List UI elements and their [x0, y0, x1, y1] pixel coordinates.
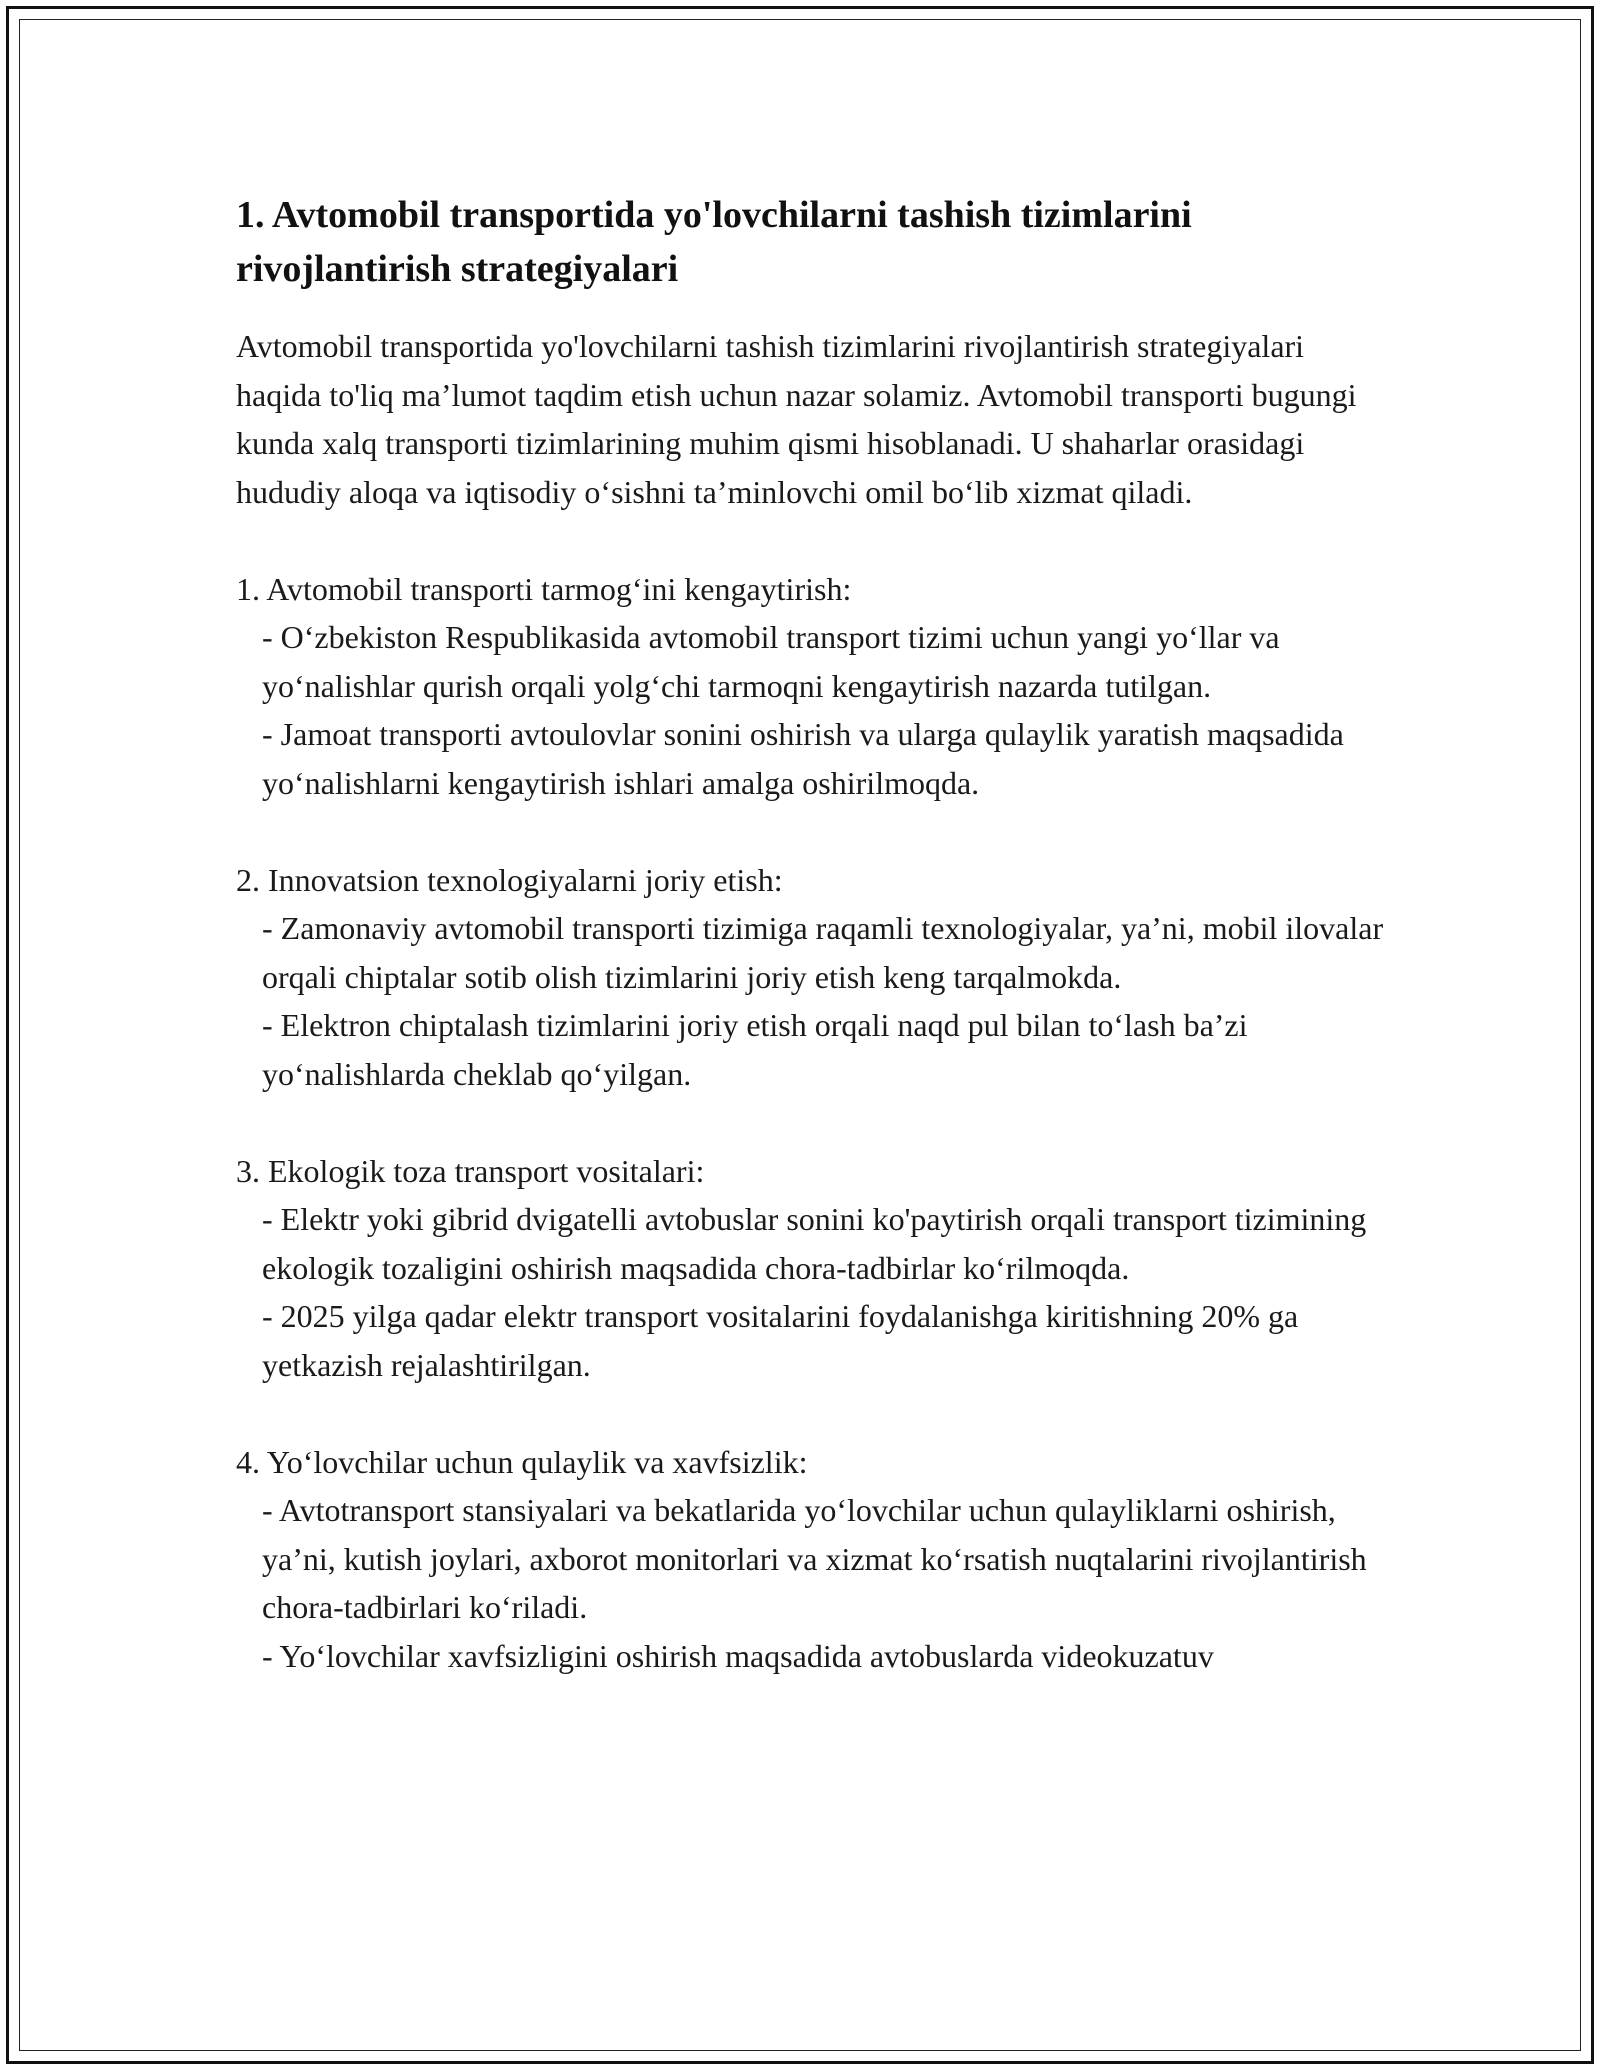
- list-item: - O‘zbekiston Respublikasida avtomobil transport tizimi uchun yangi yo‘llar va yo‘nalishlar qurish orqali yolg‘chi tarmoqni kengaytirish nazarda tutilgan.: [262, 619, 1288, 704]
- list-item: - Yo‘lovchilar xavfsizligini oshirish maqsadida avtobuslarda videokuzatuv: [262, 1637, 1214, 1674]
- list-item: - Zamonaviy avtomobil transporti tizimiga raqamli texnologiyalar, ya’ni, mobil ilovalar orqali chiptalar sotib olish tizimlarini joriy etish keng tarqalmokda.: [262, 910, 1392, 995]
- paragraph-gap: [236, 807, 1386, 856]
- document-body: [236, 188, 1392, 1680]
- list-item: - Elektr yoki gibrid dvigatelli avtobuslar sonini ko'paytirish orqali transport tizimining ekologik tozaligini oshirish maqsadida chora-tadbirlar ko‘rilmoqda.: [262, 1201, 1375, 1286]
- section-heading: 3. Ekologik toza transport vositalari:: [236, 1152, 705, 1189]
- section-passenger-safety: [236, 1438, 1386, 1681]
- list-item: - 2025 yilga qadar elektr transport vositalarini foydalanishga kiritishning 20% ga yetkazish rejalashtirilgan.: [262, 1298, 1307, 1383]
- list-item: - Jamoat transporti avtoulovlar sonini oshirish va ularga qulaylik yaratish maqsadida yo‘nalishlarni kengaytirish ishlari amalga oshirilmoqda.: [262, 716, 1352, 801]
- intro-paragraph: Avtomobil transportida yo'lovchilarni tashish tizimlarini rivojlantirish strategiyalari haqida to'liq ma’lumot taqdim etish uchun nazar solamiz. Avtomobil transporti bugungi kunda xalq transporti tizimlarining muhim qismi hisoblanadi. U shaharlar orasidagi hududiy aloqa va iqtisodiy o‘sishni ta’minlovchi omil bo‘lib xizmat qiladi.: [236, 328, 1365, 510]
- section-heading: 4. Yo‘lovchilar uchun qulaylik va xavfsizlik:: [236, 1443, 808, 1480]
- list-item: - Elektron chiptalash tizimlarini joriy etish orqali naqd pul bilan to‘lash ba’zi yo‘nalishlarda cheklab qo‘yilgan.: [262, 1007, 1256, 1092]
- paragraph-gap: [236, 516, 1386, 565]
- list-item: - Avtotransport stansiyalari va bekatlarida yo‘lovchilar uchun qulayliklarni oshirish, ya’ni, kutish joylari, axborot monitorlari va xizmat ko‘rsatish nuqtalarini rivojlantirish chora-tadbirlari ko‘riladi.: [262, 1492, 1375, 1625]
- document-title: 1. Avtomobil transportida yo'lovchilarni tashish tizimlarini rivojlantirish strategiyalari: [236, 194, 1192, 290]
- section-heading: 1. Avtomobil transporti tarmog‘ini kengaytirish:: [236, 570, 852, 607]
- section-eco-transport: [236, 1147, 1386, 1390]
- section-heading: 2. Innovatsion texnologiyalarni joriy etish:: [236, 861, 783, 898]
- section-network-expansion: [236, 565, 1386, 808]
- paragraph-gap: [236, 1389, 1386, 1438]
- paragraph-gap: [236, 1098, 1386, 1147]
- section-innovation-tech: [236, 856, 1392, 1099]
